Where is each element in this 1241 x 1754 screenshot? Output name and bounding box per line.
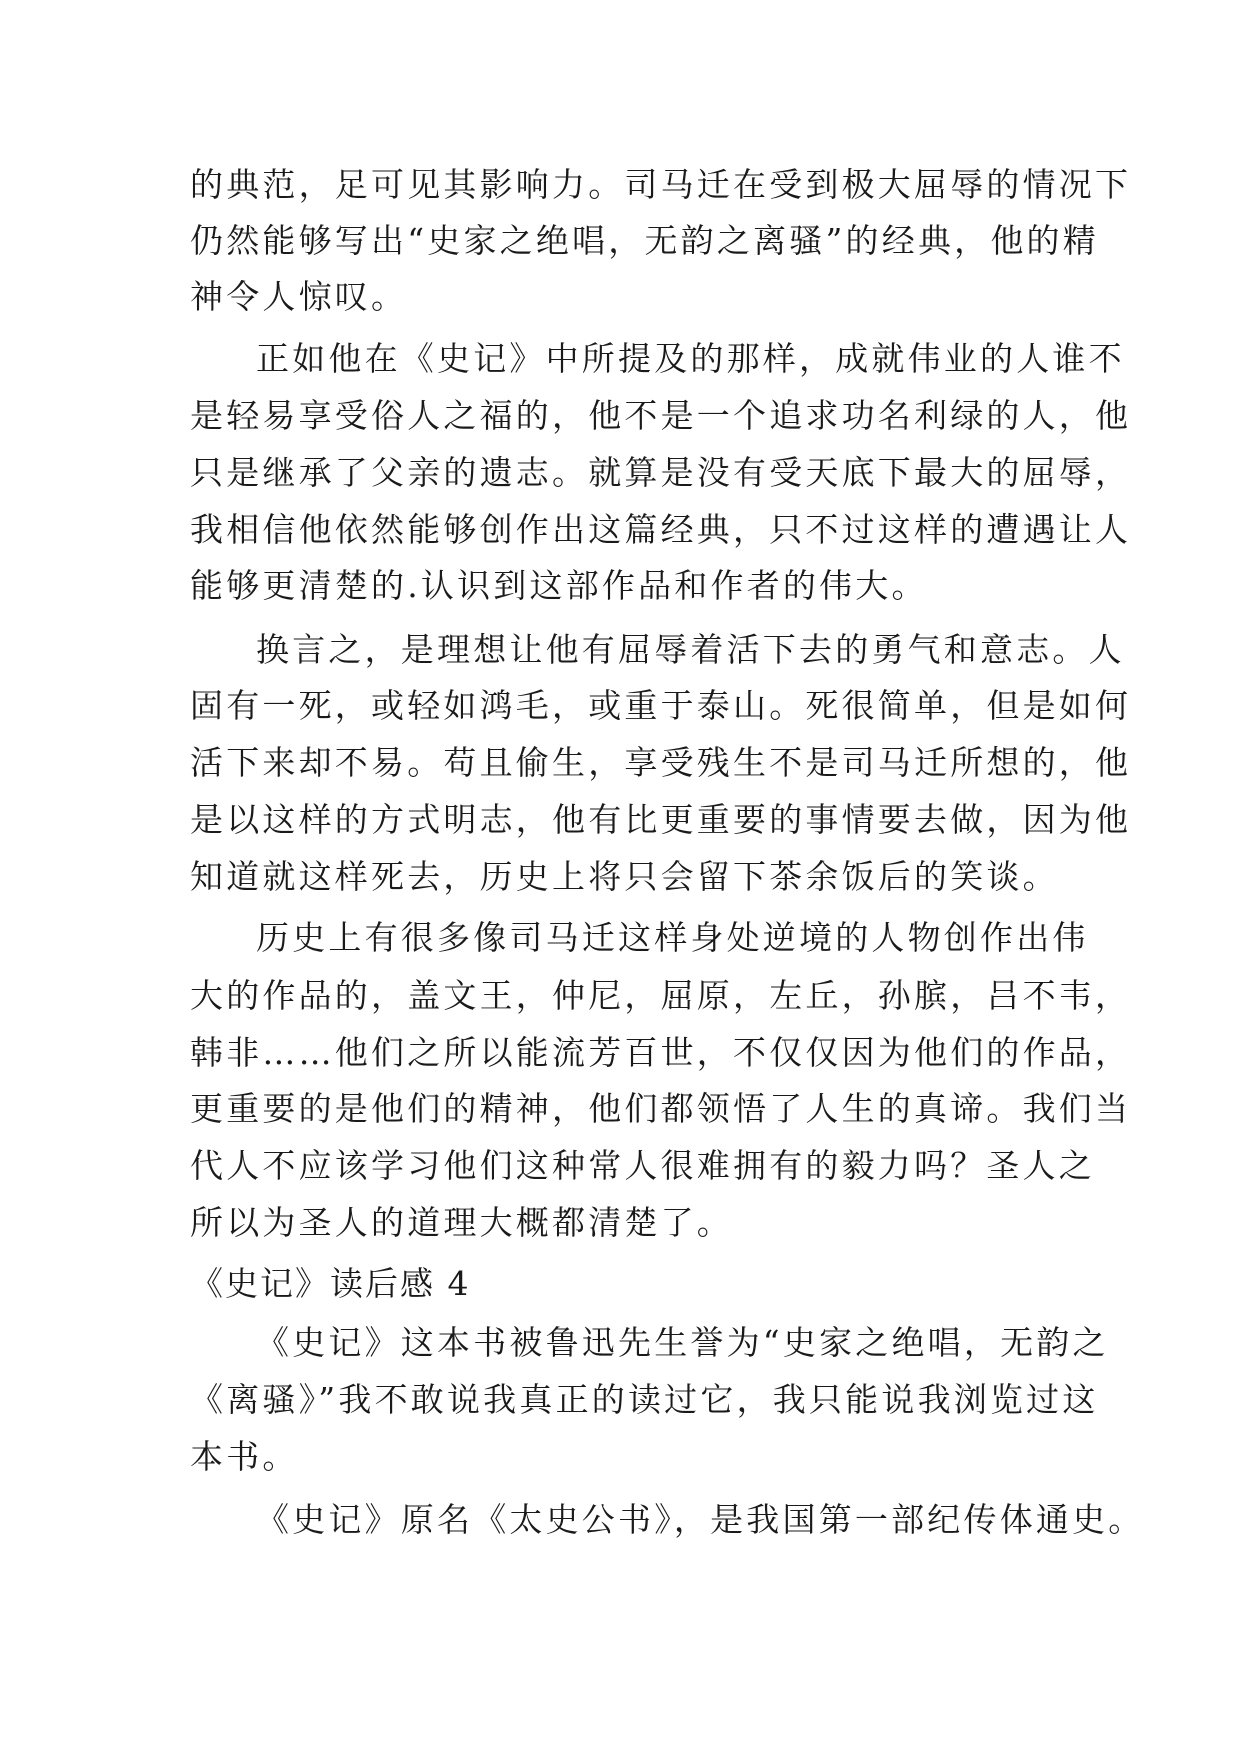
text-line: 是以这样的方式明志，他有比更重要的事情要去做，因为他 [190, 800, 1132, 839]
text-line: 韩非……他们之所以能流芳百世，不仅仅因为他们的作品， [190, 1033, 1132, 1072]
text-line: 《离骚》”我不敢说我真正的读过它，我只能说我浏览过这 [190, 1380, 1099, 1419]
text-line: 历史上有很多像司马迁这样身处逆境的人物创作出伟 [256, 918, 1089, 957]
text-line: 能够更清楚的.认识到这部作品和作者的伟大。 [190, 566, 928, 605]
text-line: 只是继承了父亲的遗志。就算是没有受天底下最大的屈辱， [190, 453, 1132, 492]
text-line: 本书。 [190, 1437, 299, 1476]
text-line: 知道就这样死去，历史上将只会留下茶余饭后的笑谈。 [190, 857, 1059, 896]
text-line: 活下来却不易。苟且偷生，享受残生不是司马迁所想的，他 [190, 743, 1132, 782]
section-heading: 《史记》读后感 4 [190, 1264, 471, 1303]
text-line: 换言之，是理想让他有屈辱着活下去的勇气和意志。人 [256, 630, 1125, 669]
text-line: 仍然能够写出“史家之绝唱，无韵之离骚”的经典，他的精 [190, 221, 1099, 260]
text-line: 《史记》这本书被鲁迅先生誉为“史家之绝唱，无韵之 [256, 1323, 1109, 1362]
text-line: 的典范，足可见其影响力。司马迁在受到极大屈辱的情况下 [190, 165, 1132, 204]
text-line: 正如他在《史记》中所提及的那样，成就伟业的人谁不 [256, 339, 1125, 378]
text-line: 我相信他依然能够创作出这篇经典，只不过这样的遭遇让人 [190, 510, 1132, 549]
text-line: 所以为圣人的道理大概都清楚了。 [190, 1203, 733, 1242]
text-line: 是轻易享受俗人之福的，他不是一个追求功名利绿的人，他 [190, 396, 1132, 435]
text-line: 神令人惊叹。 [190, 277, 408, 316]
text-line: 大的作品的，盖文王，仲尼，屈原，左丘，孙膑，吕不韦， [190, 976, 1132, 1015]
text-line: 固有一死，或轻如鸿毛，或重于泰山。死很简单，但是如何 [190, 686, 1132, 725]
text-line: 代人不应该学习他们这种常人很难拥有的毅力吗？圣人之 [190, 1146, 1095, 1185]
text-line: 更重要的是他们的精神，他们都领悟了人生的真谛。我们当 [190, 1089, 1132, 1128]
text-line: 《史记》原名《太史公书》，是我国第一部纪传体通史。 [256, 1500, 1145, 1539]
